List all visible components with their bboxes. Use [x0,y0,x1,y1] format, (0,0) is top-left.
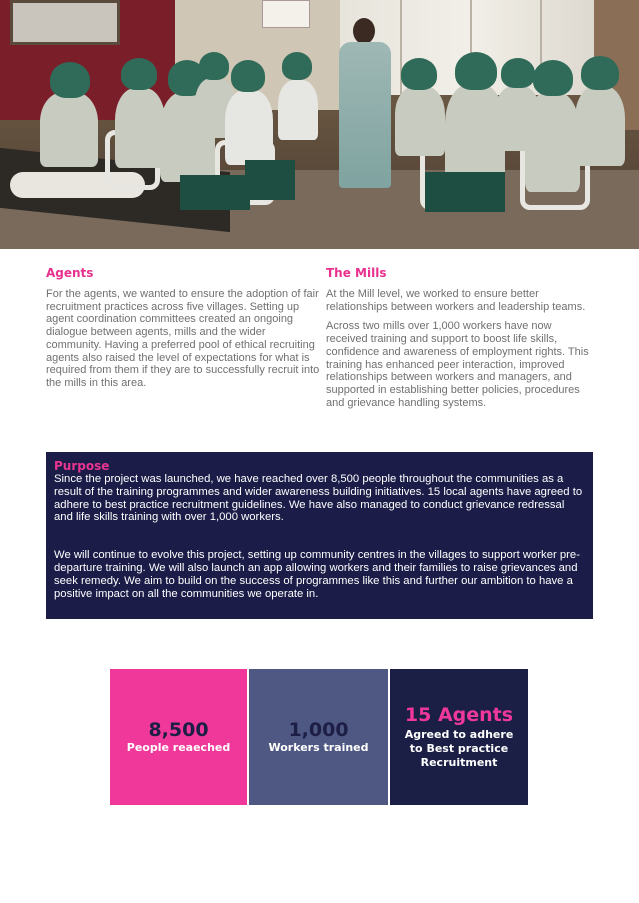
agents-paragraph: For the agents, we wanted to ensure the adoption of fair recruitment practices across five villages. Setting up agent coordination committees created an ongoing dialogue between agents, mills and the wider community. Having a preferred pool of ethical recruiting agents also raised the level of expectations for what is required from them if they are to successfully recruit into the mills in this area. [46,288,320,389]
stat-label: People reaeched [126,741,231,754]
purpose-paragraph-1: Since the project was launched, we have reached over 8,500 people throughout the communities as a result of the training programmes and wider awareness building initiatives. 15 local agents have agreed to adhere to best practice recruitment guidelines. We have also managed to conduct grievance redressal and life skills training with over 1,000 workers. [54,473,583,524]
stat-people-reached [110,669,247,805]
agents-heading: Agents [46,266,94,280]
training-session-photo [0,0,639,249]
agents-section [46,266,321,397]
stats-row [110,669,528,805]
stat-label: Workers trained [268,741,369,754]
mills-paragraph-1: At the Mill level, we worked to ensure better relationships between workers and leadership teams. [326,288,586,313]
stat-agents [390,669,528,805]
stat-value: 1,000 [288,719,349,741]
mills-section [326,266,596,416]
purpose-paragraph-2: We will continue to evolve this project, setting up community centres in the villages to support worker pre-departure training. We will also launch an app allowing workers and their families to raise grievances and seek remedy. We aim to build on the success of programmes like this and further our ambition to have a positive impact on all the communities we operate in. [54,549,580,600]
stat-workers-trained [249,669,388,805]
stat-value: 15 Agents [404,704,514,726]
stat-label: Agreed to adhere to Best practice Recruitment [404,728,514,769]
purpose-box [46,452,593,619]
stat-value: 8,500 [148,719,209,741]
purpose-heading: Purpose [54,459,110,473]
mills-heading: The Mills [326,266,387,280]
mills-paragraph-2: Across two mills over 1,000 workers have now received training and support to boost life skills, confidence and awareness of employment rights. This training has enhanced peer interaction, improved relationships between workers and managers, and supported in establishing better policies, procedures and grievance handling systems. [326,320,589,409]
